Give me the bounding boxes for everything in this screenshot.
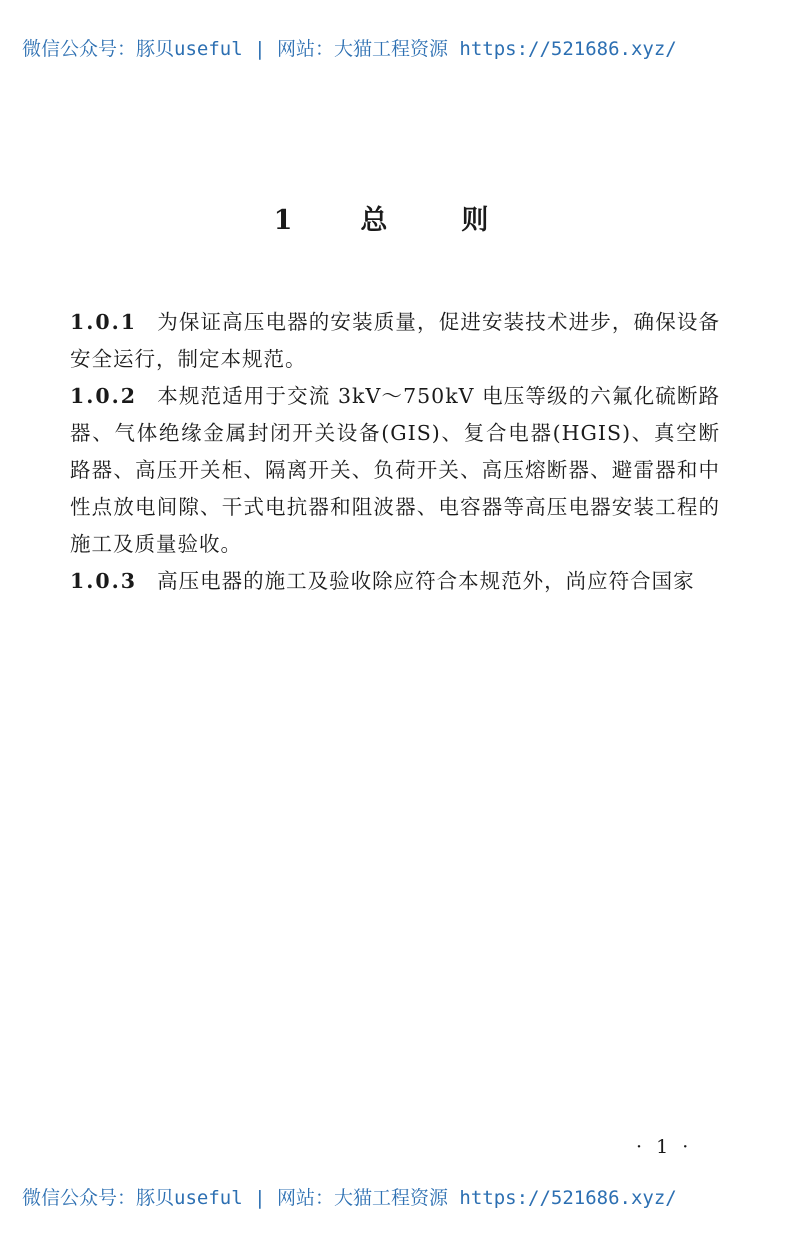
clause-text: 本规范适用于交流 3kV～750kV 电压等级的六氟化硫断路器、气体绝缘金属封闭开关设备(GIS)、复合电器(HGIS)、真空断路器、高压开关柜、隔离开关、负荷开关、高压熔断器、避雷器和中性点放电间隙、干式电抗器和阻波器、电容器等高压电器安装工程的施工及质量验收。 — [70, 384, 720, 556]
watermark-bottom: 微信公众号：豚贝useful | 网站：大猫工程资源 https://521686.xyz/ — [22, 1187, 677, 1209]
chapter-number: 1 — [273, 205, 295, 236]
clause-text: 为保证高压电器的安装质量，促进安装技术进步，确保设备安全运行，制定本规范。 — [70, 310, 720, 371]
chapter-title-char-2: 则 — [461, 205, 491, 236]
clause-1-0-3 — [70, 563, 720, 600]
clause-number: 1.0.2 — [70, 384, 138, 408]
document-body — [70, 304, 720, 600]
watermark-top: 微信公众号：豚贝useful | 网站：大猫工程资源 https://521686.xyz/ — [22, 38, 677, 60]
page-number: · 1 · — [636, 1136, 693, 1158]
clause-text: 高压电器的施工及验收除应符合本规范外，尚应符合国家 — [157, 569, 695, 593]
clause-1-0-2 — [70, 378, 720, 563]
clause-1-0-1 — [70, 304, 720, 378]
clause-number: 1.0.3 — [70, 569, 138, 593]
clause-number: 1.0.1 — [70, 310, 138, 334]
chapter-title-char-1: 总 — [360, 205, 390, 236]
chapter-title — [0, 198, 800, 237]
